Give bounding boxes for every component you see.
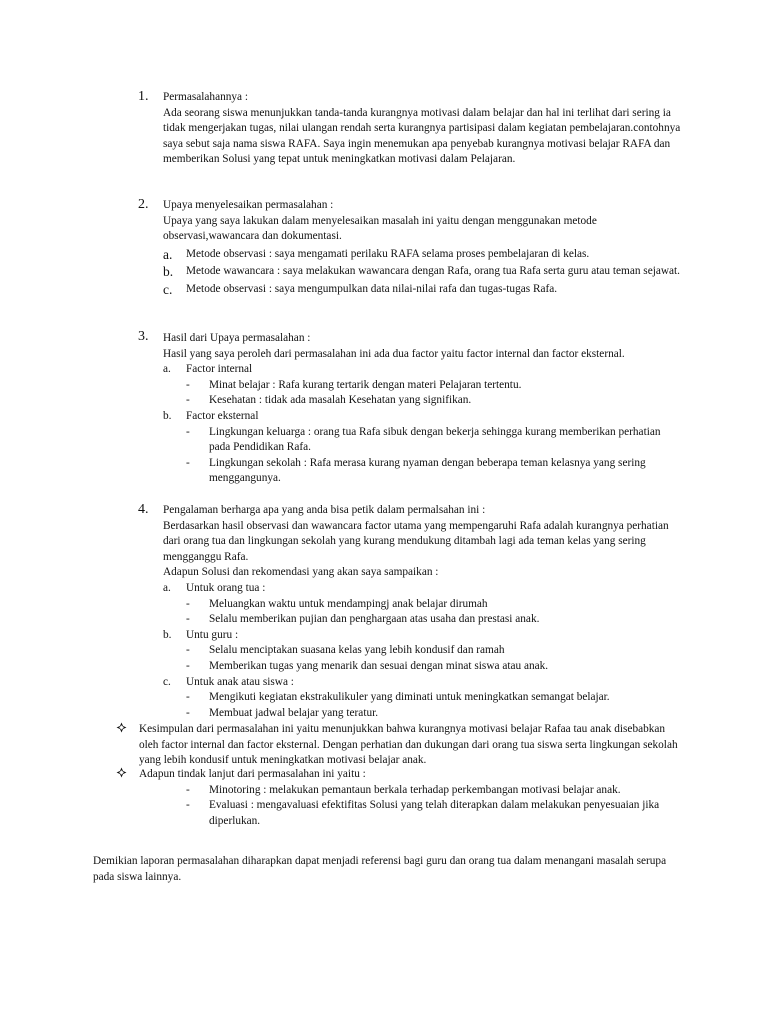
closing-paragraph: Demikian laporan permasalahan diharapkan dapat menjadi referensi bagi guru dan orang tua dalam menangani masalah serupa pada siswa lainnya. [93, 855, 667, 883]
list-item [163, 282, 683, 298]
group-label: Factor internal [186, 363, 253, 376]
dash-text: Minat belajar : Rafa kurang tertarik dengan materi Pelajaran tertentu. [209, 378, 522, 391]
section-heading: Permasalahannya : [163, 91, 249, 103]
dash-marker: - [186, 644, 190, 657]
group-letter: c. [163, 675, 171, 688]
group-letter: a. [163, 363, 171, 376]
section-heading: Pengalaman berharga apa yang anda bisa petik dalam permalsahan ini : [163, 504, 486, 516]
dash-text: Selalu menciptakan suasana kelas yang lebih kondusif dan ramah [209, 644, 505, 657]
dash-item [163, 612, 683, 628]
dash-text: Kesehatan : tidak ada masalah Kesehatan yang signifikan. [209, 394, 472, 407]
dash-marker: - [186, 783, 190, 796]
list-item [163, 247, 683, 263]
section-number: 3. [138, 329, 149, 344]
dash-item [139, 783, 679, 799]
dash-text: Evaluasi : mengavaluasi efektifitas Solusi yang telah diterapkan dalam melakukan penyesuaian jika diperlukan. [209, 799, 660, 827]
dash-text: Lingkungan keluarga : orang tua Rafa sibuk dengan bekerja sehingga kurang memberikan perhatian pada Pendidikan Rafa. [209, 425, 661, 454]
section-heading: Upaya menyelesaikan permasalahan : [163, 199, 334, 211]
dash-text: Memberikan tugas yang menarik dan sesuai dengan minat siswa atau anak. [209, 659, 549, 672]
dash-item [163, 393, 683, 409]
dash-text: Lingkungan sekolah : Rafa merasa kurang nyaman dengan beberapa teman kelasnya yang sering menggangunya. [209, 456, 646, 485]
dash-item [163, 425, 683, 456]
section-paragraph: Berdasarkan hasil observasi dan wawancara factor utama yang mempengaruhi Rafa adalah kurangnya perhatian dari orang tua dan lingkungan sekolah yang kurang mendukung ditambah lagi ada teman kelas yang sering mengganggu Rafa. [163, 519, 669, 563]
dash-marker: - [186, 706, 190, 719]
section-number: 4. [138, 502, 149, 517]
group-title [163, 675, 683, 691]
dash-item [139, 798, 679, 829]
dash-item [163, 378, 683, 394]
diamond-bullet-icon [116, 722, 132, 739]
section-heading: Hasil dari Upaya permasalahan : [163, 332, 311, 344]
group-title [163, 362, 683, 378]
dash-text: Minotoring : melakukan pemantaun berkala terhadap perkembangan motivasi belajar anak. [209, 783, 621, 796]
section-paragraph: Adapun Solusi dan rekomendasi yang akan saya sampaikan : [163, 566, 439, 579]
item-letter: a. [163, 246, 173, 262]
group-letter: b. [163, 409, 172, 422]
dash-marker: - [186, 394, 190, 407]
conclusion-text: Kesimpulan dari permasalahan ini yaitu menunjukkan bahwa kurangnya motivasi belajar Rafaa tau anak disebabkan oleh factor internal dan factor eksternal. Dengan perhatian dan dukungan dari orang tua siswa serta lingkungan sekolah yang lebih kondusif untuk meningkatkan motivasi belajar anak. [139, 723, 678, 767]
group-letter: b. [163, 628, 172, 641]
dash-text: Selalu memberikan pujian dan penghargaan atas usaha dan prestasi anak. [209, 613, 540, 626]
group-title [163, 628, 683, 644]
section-paragraph: Ada seorang siswa menunjukkan tanda-tanda kurangnya motivasi dalam belajar dan hal ini terlihat dari sering ia tidak mengerjakan tugas, nilai ulangan rendah serta kurangnya partisipasi dalam kegiatan pembelajaran.contohnya saya sebut saja nama siswa RAFA. Saya ingin menemukan apa penyebab kurangnya motivasi belajar RAFA dan memberikan Solusi yang tepat untuk meningkatkan motivasi dalam Pelajaran. [163, 106, 681, 166]
group-label: Factor eksternal [186, 409, 259, 422]
dash-item [163, 690, 683, 706]
dash-item [163, 597, 683, 613]
group-label: Untuk anak atau siswa : [186, 675, 294, 688]
dash-marker: - [186, 691, 190, 704]
section-number: 2. [138, 197, 149, 212]
dash-marker: - [186, 799, 190, 812]
follow-up-text: Adapun tindak lanjut dari permasalahan ini yaitu : [139, 768, 366, 780]
dash-marker: - [186, 456, 190, 469]
diamond-bullet-icon [116, 767, 132, 784]
item-text: Metode observasi : saya mengumpulkan data nilai-nilai rafa dan tugas-tugas Rafa. [186, 282, 558, 295]
dash-marker: - [186, 597, 190, 610]
dash-marker: - [186, 613, 190, 626]
dash-item [163, 456, 683, 487]
dash-marker: - [186, 425, 190, 438]
section-paragraph: Upaya yang saya lakukan dalam menyelesaikan masalah ini yaitu dengan menggunakan metode observasi,wawancara dan dokumentasi. [163, 214, 597, 243]
group-letter: a. [163, 581, 171, 594]
dash-item [163, 659, 683, 675]
item-text: Metode wawancara : saya melakukan wawancara dengan Rafa, orang tua Rafa serta guru atau teman sejawat. [186, 265, 681, 278]
group-title [163, 409, 683, 425]
dash-text: Mengikuti kegiatan ekstrakulikuler yang diminati untuk meningkatkan semangat belajar. [209, 691, 610, 704]
dash-item [163, 643, 683, 659]
dash-item [163, 706, 683, 722]
list-item [163, 264, 683, 280]
dash-text: Membuat jadwal belajar yang teratur. [209, 706, 379, 719]
item-text: Metode observasi : saya mengamati perilaku RAFA selama proses pembelajaran di kelas. [186, 247, 590, 260]
section-number: 1. [138, 89, 149, 104]
item-letter: c. [163, 281, 173, 297]
group-label: Untuk orang tua : [186, 581, 266, 594]
dash-marker: - [186, 378, 190, 391]
dash-text: Meluangkan waktu untuk mendampingj anak belajar dirumah [209, 597, 488, 610]
item-letter: b. [163, 264, 174, 280]
group-label: Untu guru : [186, 628, 239, 641]
dash-marker: - [186, 659, 190, 672]
section-paragraph: Hasil yang saya peroleh dari permasalahan ini ada dua factor yaitu factor internal dan factor eksternal. [163, 347, 625, 360]
group-title [163, 581, 683, 597]
